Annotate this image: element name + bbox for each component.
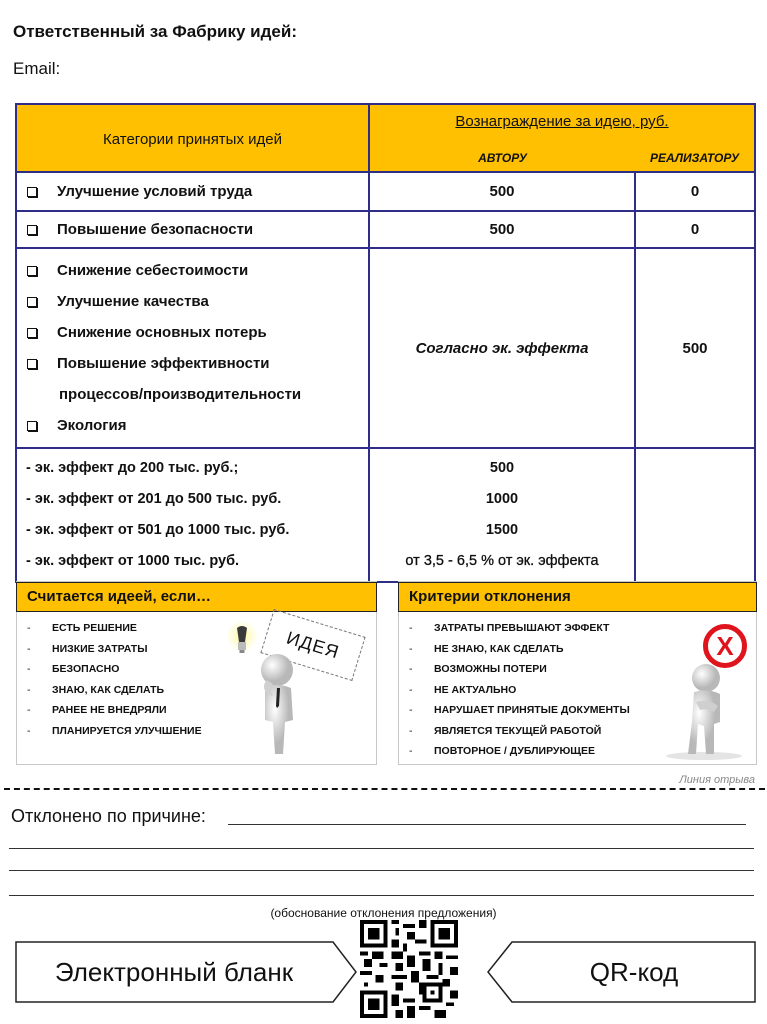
checkbox-icon[interactable] xyxy=(27,266,37,276)
implementer-value: 0 xyxy=(635,172,755,211)
thinking-person-icon xyxy=(245,650,315,760)
reject-criterion: ЯВЛЯЕТСЯ ТЕКУЩЕЙ РАБОТОЙ xyxy=(434,724,602,737)
qr-code-label-box xyxy=(486,941,756,1003)
rejection-note: (обоснование отклонения предложения) xyxy=(270,906,497,920)
effect-value: 1500 xyxy=(485,522,519,538)
svg-text:X: X xyxy=(716,631,734,661)
rejection-reason-line[interactable] xyxy=(9,895,754,896)
table-row xyxy=(16,172,755,211)
rejection-reason-line[interactable] xyxy=(9,870,754,871)
checkbox-icon[interactable] xyxy=(27,421,37,431)
table-row-effect xyxy=(16,448,755,582)
header-title: Ответственный за Фабрику идей: xyxy=(13,22,297,41)
col-reward-header: Вознаграждение за идею, руб. xyxy=(369,104,755,144)
author-value: 500 xyxy=(369,172,635,211)
idea-stamp: ИДЕЯ xyxy=(260,609,365,681)
col-implementer-header: РЕАЛИЗАТОРУ xyxy=(635,144,755,172)
col-category-header: Категории принятых идей xyxy=(16,104,369,172)
reject-criterion: ПОВТОРНОЕ / ДУБЛИРУЮЩЕЕ xyxy=(434,745,595,757)
reject-box-title: Критерии отклонения xyxy=(398,582,757,612)
category-label: Улучшение условий труда xyxy=(57,183,253,200)
effect-value: 1000 xyxy=(485,491,519,507)
idea-criterion: НИЗКИЕ ЗАТРАТЫ xyxy=(52,642,148,655)
reject-criterion: ЗАТРАТЫ ПРЕВЫШАЮТ ЭФФЕКТ xyxy=(434,622,610,634)
electronic-form-label: Электронный бланк xyxy=(54,957,294,987)
confused-person-icon xyxy=(664,662,754,762)
checkbox-icon[interactable] xyxy=(27,225,37,235)
checkbox-icon[interactable] xyxy=(27,297,37,307)
tear-line xyxy=(4,788,765,790)
rejection-reason-input[interactable] xyxy=(228,824,746,825)
category-label-continued: процессов/производительности xyxy=(59,386,302,403)
qr-code[interactable] xyxy=(360,920,458,1018)
effect-value: от 3,5 - 6,5 % от эк. эффекта xyxy=(405,553,599,569)
reject-criterion: ВОЗМОЖНЫ ПОТЕРИ xyxy=(434,663,547,675)
effect-tier: - эк. эффект от 1000 тыс. руб. xyxy=(26,553,240,569)
idea-criterion: ПЛАНИРУЕТСЯ УЛУЧШЕНИЕ xyxy=(52,724,202,737)
idea-criterion: ЗНАЮ, КАК СДЕЛАТЬ xyxy=(52,683,165,696)
qr-code-label: QR-код xyxy=(589,957,679,987)
implementer-value: 500 xyxy=(635,248,755,448)
idea-criterion: РАНЕЕ НЕ ВНЕДРЯЛИ xyxy=(52,704,167,716)
col-author-header: АВТОРУ xyxy=(369,144,635,172)
effect-tier: - эк. эффект до 200 тыс. руб.; xyxy=(26,460,239,476)
effect-value: 500 xyxy=(489,460,515,476)
idea-box-title: Считается идеей, если… xyxy=(16,582,377,612)
reject-criterion: НЕ ЗНАЮ, КАК СДЕЛАТЬ xyxy=(434,642,564,655)
category-label: Снижение себестоимости xyxy=(57,262,249,279)
author-value: Согласно эк. эффекта xyxy=(369,248,635,448)
idea-criteria-box: Считается идеей, если… - ЕСТЬ РЕШЕНИЕ - НИЗКИЕ ЗАТРАТЫ - БЕЗОПАСНО - ЗНАЮ, КАК СДЕЛАТЬ - РАНЕЕ НЕ ВНЕДРЯЛИ - ПЛАНИРУЕТСЯ УЛУЧШЕНИЕ ИДЕЯ xyxy=(16,581,377,765)
checkbox-icon[interactable] xyxy=(27,359,37,369)
idea-criterion: БЕЗОПАСНО xyxy=(52,663,120,675)
rewards-table xyxy=(15,103,756,583)
rejection-reason-line[interactable] xyxy=(9,848,754,849)
idea-criterion: ЕСТЬ РЕШЕНИЕ xyxy=(52,622,137,634)
author-value: 500 xyxy=(369,211,635,248)
category-label: Снижение основных потерь xyxy=(57,324,267,341)
reject-criterion: НАРУШАЕТ ПРИНЯТЫЕ ДОКУМЕНТЫ xyxy=(434,704,630,716)
reject-criterion: НЕ АКТУАЛЬНО xyxy=(434,683,517,696)
category-label: Улучшение качества xyxy=(57,293,209,310)
effect-tier: - эк. эффект от 201 до 500 тыс. руб. xyxy=(26,491,282,507)
rejection-criteria-box: Критерии отклонения - ЗАТРАТЫ ПРЕВЫШАЮТ ЭФФЕКТ - НЕ ЗНАЮ, КАК СДЕЛАТЬ - ВОЗМОЖНЫ ПОТЕРИ - НЕ АКТУАЛЬНО - НАРУШАЕТ ПРИНЯТЫЕ ДОКУМЕНТЫ - ЯВЛЯЕТСЯ ТЕКУЩЕЙ РАБОТОЙ - ПОВТОРНОЕ / ДУБЛИРУЮЩЕЕ X xyxy=(398,581,757,765)
implementer-value: 0 xyxy=(635,211,755,248)
electronic-form-label-box xyxy=(15,941,358,1003)
category-label: Повышение безопасности xyxy=(57,221,254,238)
category-label: Повышение эффективности xyxy=(57,355,270,372)
checkbox-icon[interactable] xyxy=(27,328,37,338)
category-label: Экология xyxy=(57,417,127,434)
email-label: Email: xyxy=(13,59,61,78)
rejection-reason-label: Отклонено по причине: xyxy=(11,806,206,826)
tear-line-label: Линия отрыва xyxy=(679,774,755,786)
checkbox-icon[interactable] xyxy=(27,187,37,197)
table-row xyxy=(16,211,755,248)
effect-tier: - эк. эффект от 501 до 1000 тыс. руб. xyxy=(26,522,290,538)
empty-cell xyxy=(635,448,755,582)
table-row-group xyxy=(16,248,755,448)
